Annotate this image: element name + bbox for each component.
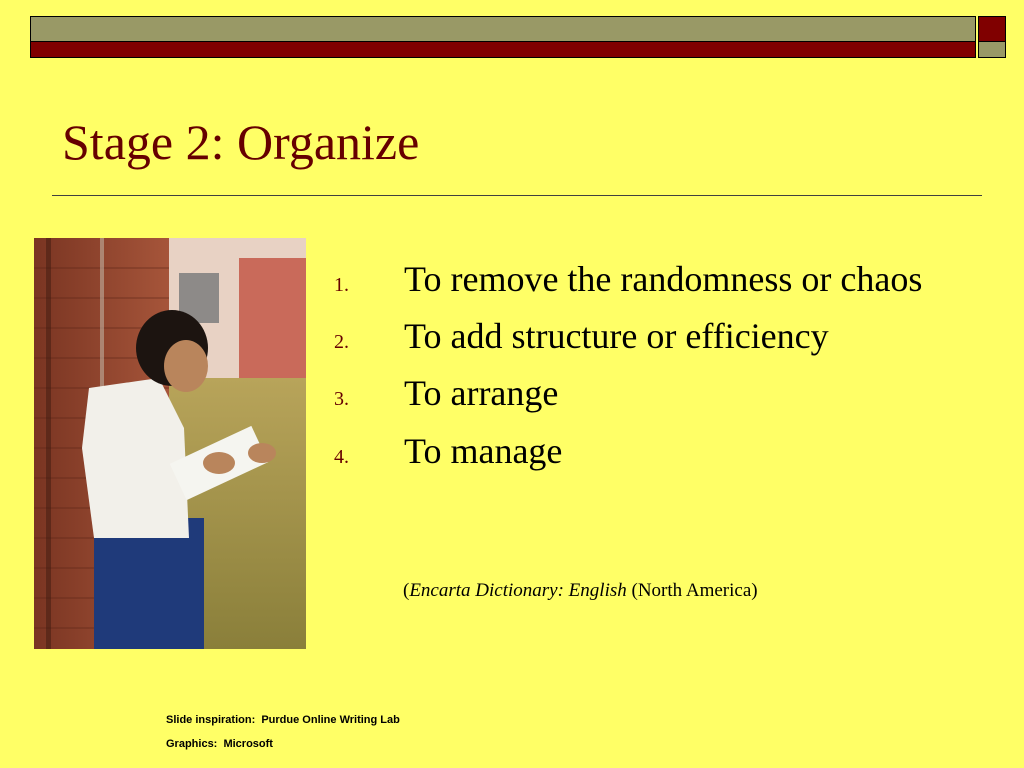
title-underline xyxy=(52,195,982,196)
list-item xyxy=(334,315,994,358)
olive-square xyxy=(978,42,1006,58)
top-decorative-bar xyxy=(30,16,1006,60)
list-text: To arrange xyxy=(404,373,559,414)
slide-title: Stage 2: Organize xyxy=(62,114,420,170)
dictionary-citation xyxy=(403,580,758,602)
red-square xyxy=(978,16,1006,42)
list-item xyxy=(334,372,994,415)
organize-definitions-list xyxy=(334,258,994,487)
red-bar xyxy=(30,42,976,58)
slide-credits xyxy=(166,712,400,760)
citation-region: (North America) xyxy=(626,580,758,601)
list-text: To remove the randomness or chaos xyxy=(404,259,923,299)
olive-bar xyxy=(30,16,976,42)
list-item xyxy=(334,258,994,301)
credit-inspiration: Slide inspiration: Purdue Online Writing Lab xyxy=(166,714,400,726)
credit-graphics: Graphics: Microsoft xyxy=(166,738,273,750)
citation-source: Encarta Dictionary: English xyxy=(409,580,627,601)
list-text: To manage xyxy=(404,430,563,471)
list-item xyxy=(334,430,994,473)
list-number: 1. xyxy=(334,274,349,296)
list-text: To add structure or efficiency xyxy=(404,316,829,357)
list-number: 3. xyxy=(334,388,349,411)
list-number: 4. xyxy=(334,445,349,468)
citation-open: ( xyxy=(403,580,410,601)
list-number: 2. xyxy=(334,331,349,354)
student-reading-photo xyxy=(34,238,306,649)
